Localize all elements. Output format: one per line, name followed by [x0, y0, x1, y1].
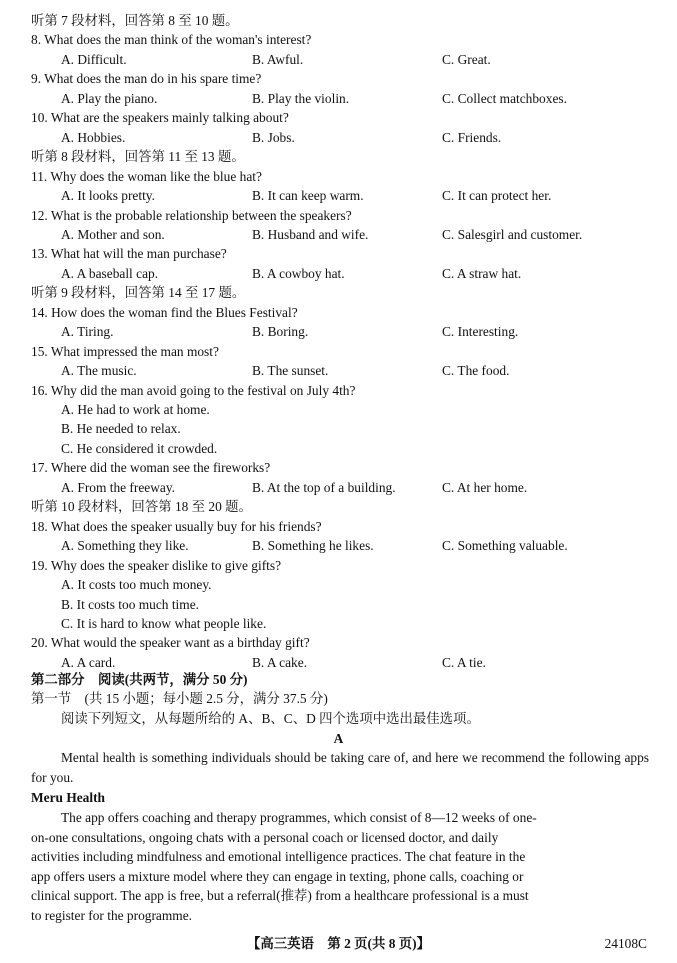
option-line: [0, 439, 677, 458]
options-line: [0, 128, 677, 147]
question-text: 20. What would the speaker want as a birthday gift?: [31, 635, 310, 651]
options-line: [0, 322, 677, 341]
intro-paragraph: Mental health is something individuals should be taking care of, and here we recommend the following apps for you.: [31, 750, 649, 785]
answer-option: B. A cowboy hat.: [252, 265, 345, 281]
paragraph-line-text: to register for the programme.: [31, 907, 193, 923]
question-line: [0, 458, 677, 477]
answer-option: B. Husband and wife.: [252, 226, 369, 242]
question-line: [0, 108, 677, 127]
answer-option: A. He had to work at home.: [61, 402, 210, 417]
question-line: [0, 167, 677, 186]
answer-option: A. Tiring.: [61, 324, 114, 340]
app-subheading: Meru Health: [31, 790, 106, 805]
options-line: [0, 536, 677, 555]
question-line: [0, 517, 677, 536]
paragraph-line: [0, 808, 677, 827]
passage-letter: A: [333, 731, 344, 746]
listening-section-line: [0, 11, 677, 30]
part2-heading: 第二部分 阅读(共两节，满分 50 分): [31, 672, 248, 687]
footer-code: 24108C: [604, 936, 647, 951]
answer-option: A. The music.: [61, 363, 137, 379]
option-line: [0, 400, 677, 419]
question-text: 19. Why does the speaker dislike to give gifts?: [31, 557, 282, 573]
answer-option: A. From the freeway.: [61, 479, 176, 495]
answer-option: A. Hobbies.: [61, 129, 126, 145]
answer-option: B. Boring.: [252, 324, 309, 340]
paragraph-line: [0, 828, 677, 847]
listening-section-heading: 听第 10 段材料，回答第 18 至 20 题。: [31, 499, 252, 515]
options-line: [0, 225, 677, 244]
answer-option: B. At the top of a building.: [252, 479, 396, 495]
paragraph-line: [0, 886, 677, 905]
instruction-text: 阅读下列短文，从每题所给的 A、B、C、D 四个选项中选出最佳选项。: [61, 711, 480, 726]
question-text: 11. Why does the woman like the blue hat?: [31, 168, 262, 184]
question-text: 16. Why did the man avoid going to the festival on July 4th?: [31, 382, 356, 398]
question-text: 12. What is the probable relationship between the speakers?: [31, 207, 352, 223]
answer-option: B. Something he likes.: [252, 538, 374, 554]
answer-option: A. Something they like.: [61, 538, 189, 554]
paragraph-line: [0, 847, 677, 866]
answer-option: B. A cake.: [252, 654, 308, 670]
listening-section-heading: 听第 9 段材料，回答第 14 至 17 题。: [31, 285, 246, 301]
answer-option: A. A card.: [61, 654, 116, 670]
answer-option: B. Play the violin.: [252, 90, 350, 106]
page-footer: [0, 934, 677, 953]
question-text: 9. What does the man do in his spare time?: [31, 71, 262, 87]
answer-option: B. Jobs.: [252, 129, 295, 145]
options-line: [0, 478, 677, 497]
answer-option: C. Collect matchboxes.: [442, 90, 567, 106]
answer-option: C. It is hard to know what people like.: [61, 615, 267, 631]
question-text: 17. Where did the woman see the fireworks?: [31, 460, 271, 476]
answer-option: A. It looks pretty.: [61, 188, 155, 203]
answer-option: A. Play the piano.: [61, 90, 158, 106]
answer-option: C. The food.: [442, 363, 510, 379]
question-line: [0, 69, 677, 88]
answer-option: C. Friends.: [442, 129, 502, 145]
option-line: [0, 419, 677, 438]
instruction-line: [0, 709, 677, 728]
question-text: 8. What does the man think of the woman's interest?: [31, 32, 312, 48]
question-line: [0, 244, 677, 263]
section1-heading: 第一节 (共 15 小题；每小题 2.5 分，满分 37.5 分): [31, 691, 328, 706]
option-line: [0, 614, 677, 633]
answer-option: C. Interesting.: [442, 324, 519, 340]
option-line: [0, 595, 677, 614]
options-line: [0, 264, 677, 283]
question-text: 14. How does the woman find the Blues Festival?: [31, 304, 298, 320]
paragraph-line: [0, 906, 677, 925]
question-line: [0, 303, 677, 322]
answer-option: B. It costs too much time.: [61, 596, 199, 612]
answer-option: B. He needed to relax.: [61, 421, 181, 437]
question-text: 15. What impressed the man most?: [31, 343, 219, 359]
question-line: [0, 342, 677, 361]
answer-option: A. Mother and son.: [61, 226, 165, 242]
paragraph-line-text: app offers users a mixture model where they can engage in texting, phone calls, coaching or: [31, 868, 524, 884]
question-text: 18. What does the speaker usually buy for his friends?: [31, 518, 322, 534]
part2-heading-line: [0, 670, 677, 689]
listening-section-line: [0, 147, 677, 166]
paragraph-line-text: activities including mindfulness and emotional intelligence practices. The chat feature in the: [31, 849, 526, 864]
options-line: [0, 361, 677, 380]
paragraph-line-text: The app offers coaching and therapy programmes, which consist of 8—12 weeks of one-: [61, 810, 537, 825]
answer-option: C. Salesgirl and customer.: [442, 226, 583, 242]
question-line: [0, 30, 677, 49]
footer-page-info: 【高三英语 第 2 页(共 8 页)】: [247, 936, 430, 951]
answer-option: A. Difficult.: [61, 51, 127, 67]
passage-letter-line: [0, 729, 677, 748]
listening-section-heading: 听第 7 段材料，回答第 8 至 10 题。: [31, 13, 239, 28]
answer-option: C. He considered it crowded.: [61, 440, 218, 456]
answer-option: C. A tie.: [442, 654, 486, 670]
question-text: 10. What are the speakers mainly talking about?: [31, 110, 289, 126]
question-line: [0, 633, 677, 652]
answer-option: C. A straw hat.: [442, 265, 522, 281]
options-line: [0, 50, 677, 69]
answer-option: B. The sunset.: [252, 363, 329, 379]
paragraph-line-text: clinical support. The app is free, but a referral(推荐) from a healthcare professional is a must: [31, 888, 529, 903]
options-line: [0, 186, 677, 205]
answer-option: A. A baseball cap.: [61, 265, 159, 281]
answer-option: C. Great.: [442, 51, 491, 67]
question-text: 13. What hat will the man purchase?: [31, 246, 227, 262]
question-line: [0, 206, 677, 225]
listening-section-heading: 听第 8 段材料，回答第 11 至 13 题。: [31, 149, 245, 165]
answer-option: A. It costs too much money.: [61, 577, 212, 592]
subheading-line: [0, 788, 677, 807]
question-line: [0, 556, 677, 575]
options-line: [0, 89, 677, 108]
answer-option: C. Something valuable.: [442, 538, 568, 554]
listening-section-line: [0, 497, 677, 516]
section1-line: [0, 689, 677, 708]
question-line: [0, 381, 677, 400]
answer-option: C. It can protect her.: [442, 188, 552, 203]
answer-option: B. Awful.: [252, 51, 304, 67]
answer-option: C. At her home.: [442, 479, 528, 495]
paragraph-line-text: on-one consultations, ongoing chats with a personal coach or licensed doctor, and daily: [31, 829, 499, 845]
option-line: [0, 575, 677, 594]
answer-option: B. It can keep warm.: [252, 188, 364, 203]
listening-section-line: [0, 283, 677, 302]
paragraph-line: [0, 867, 677, 886]
